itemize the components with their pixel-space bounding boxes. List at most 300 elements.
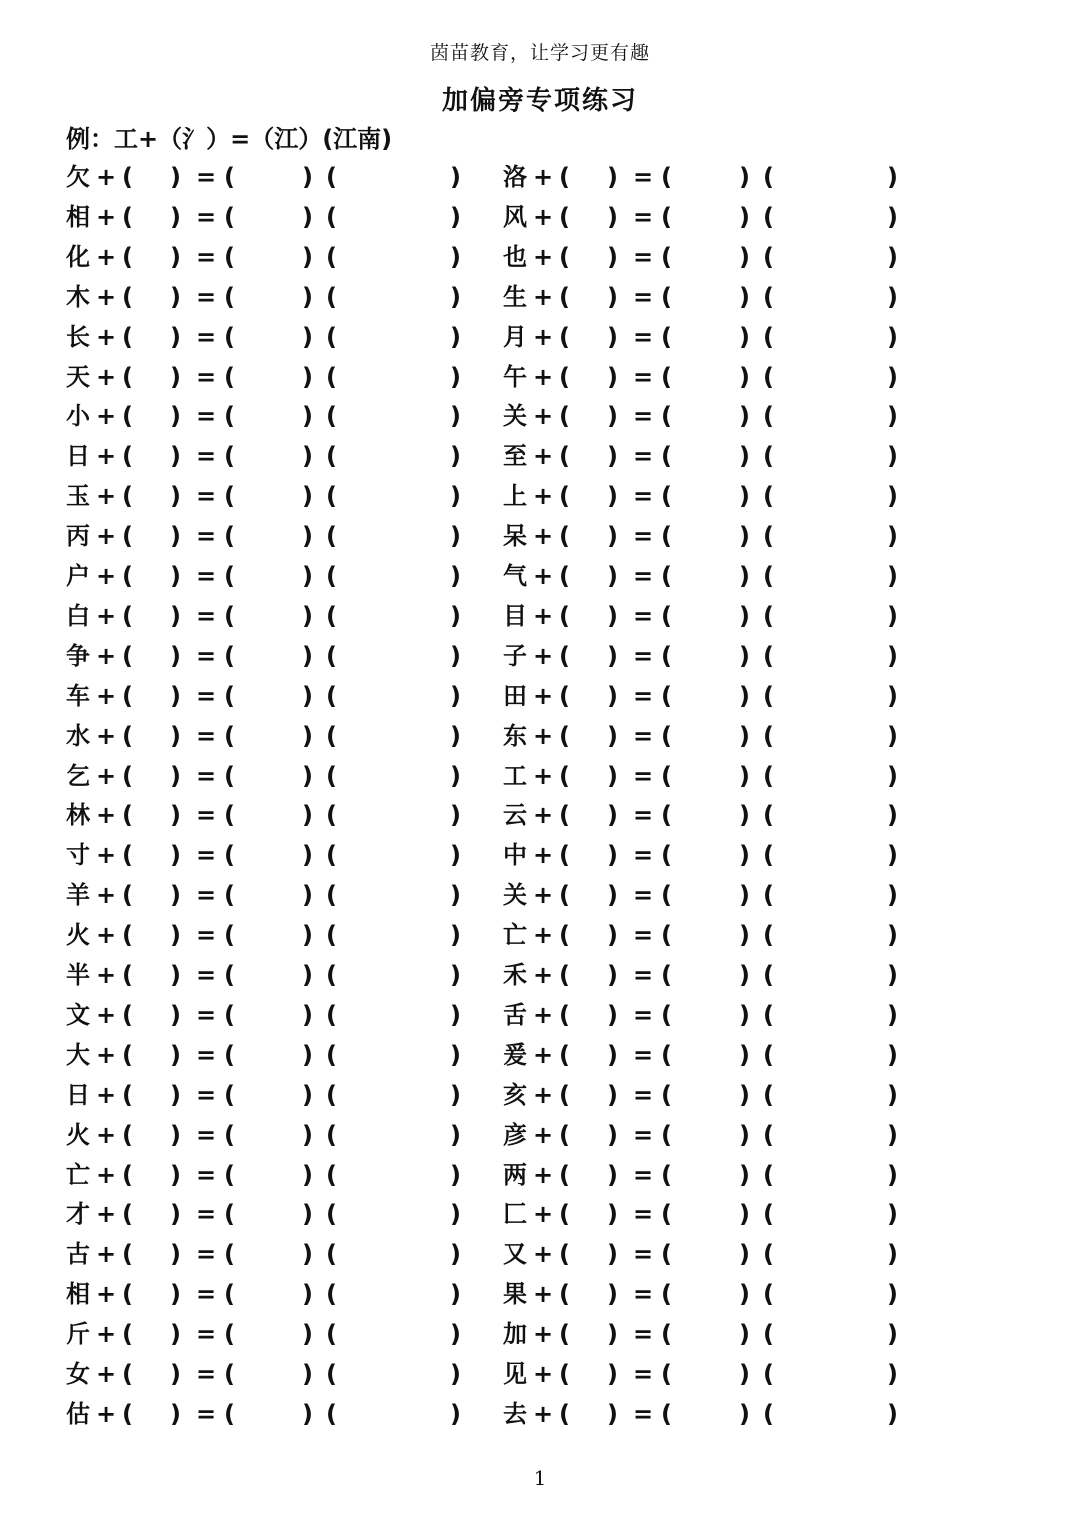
blank1-right: )	[607, 921, 618, 950]
base-character: 日	[66, 442, 90, 471]
base-character: 匚	[503, 1200, 527, 1229]
base-character: 也	[503, 242, 527, 271]
blank3-left: (	[763, 881, 774, 910]
blank2-right: )	[739, 721, 750, 750]
blank1-right: )	[170, 721, 181, 750]
base-character: 长	[66, 322, 90, 351]
blank2-left: (	[224, 402, 235, 431]
base-character: 估	[66, 1399, 90, 1428]
blank2-left: (	[661, 282, 672, 311]
base-character: 舌	[503, 1000, 527, 1029]
blank2-right: )	[302, 761, 313, 790]
blank2-right: )	[302, 721, 313, 750]
equals-sign: =	[196, 921, 217, 950]
blank3-right: )	[450, 1280, 461, 1309]
blank1-left: (	[559, 761, 570, 790]
blank3-right: )	[887, 282, 898, 311]
blank3-left: (	[763, 961, 774, 989]
plus-sign: +	[96, 442, 117, 471]
plus-sign: +	[533, 402, 554, 431]
blank1-left: (	[559, 841, 570, 870]
blank2-left: (	[661, 1160, 672, 1189]
blank3-left: (	[763, 1320, 774, 1349]
blank3-left: (	[763, 1040, 774, 1069]
blank2-right: )	[302, 921, 313, 950]
blank3-left: (	[763, 1200, 774, 1229]
plus-sign: +	[96, 282, 117, 311]
equals-sign: =	[633, 601, 654, 630]
blank1-left: (	[559, 242, 570, 271]
blank2-left: (	[661, 562, 672, 590]
base-character: 彦	[503, 1120, 527, 1149]
equals-sign: =	[196, 841, 217, 870]
exercise-item	[66, 796, 476, 836]
blank1-left: (	[559, 1000, 570, 1029]
equals-sign: =	[196, 202, 217, 231]
blank2-left: (	[224, 721, 235, 750]
base-character: 关	[503, 402, 527, 431]
blank3-right: )	[450, 163, 461, 191]
equals-sign: =	[196, 601, 217, 630]
exercise-item	[503, 1355, 913, 1395]
blank1-left: (	[559, 641, 570, 670]
equals-sign: =	[633, 921, 654, 950]
blank1-right: )	[607, 282, 618, 311]
blank1-right: )	[170, 1160, 181, 1189]
plus-sign: +	[533, 1360, 554, 1388]
blank1-right: )	[607, 841, 618, 870]
exercise-row	[0, 158, 1080, 198]
blank3-right: )	[887, 681, 898, 710]
blank3-right: )	[450, 961, 461, 989]
blank2-right: )	[302, 841, 313, 870]
blank1-right: )	[607, 1200, 618, 1229]
base-character: 亡	[66, 1160, 90, 1189]
blank3-right: )	[887, 1120, 898, 1149]
blank2-left: (	[224, 242, 235, 271]
exercise-row	[0, 1156, 1080, 1196]
exercise-row	[0, 318, 1080, 358]
plus-sign: +	[533, 522, 554, 551]
blank2-right: )	[302, 282, 313, 311]
blank1-right: )	[170, 362, 181, 391]
blank1-right: )	[607, 402, 618, 431]
blank2-right: )	[739, 362, 750, 391]
blank1-left: (	[122, 1160, 133, 1189]
blank1-left: (	[559, 1320, 570, 1349]
blank2-right: )	[739, 202, 750, 231]
blank2-left: (	[661, 881, 672, 910]
blank3-left: (	[326, 841, 337, 870]
plus-sign: +	[96, 322, 117, 351]
base-character: 爰	[503, 1040, 527, 1069]
base-character: 去	[503, 1399, 527, 1428]
equals-sign: =	[196, 1120, 217, 1149]
blank3-right: )	[450, 1000, 461, 1029]
equals-sign: =	[633, 242, 654, 271]
blank3-left: (	[763, 362, 774, 391]
blank1-right: )	[607, 721, 618, 750]
blank2-right: )	[739, 1320, 750, 1349]
blank3-left: (	[326, 1320, 337, 1349]
blank3-right: )	[887, 881, 898, 910]
base-character: 寸	[66, 841, 90, 870]
equals-sign: =	[196, 881, 217, 910]
blank1-left: (	[122, 1080, 133, 1109]
blank1-left: (	[559, 322, 570, 351]
base-character: 见	[503, 1360, 527, 1388]
equals-sign: =	[196, 1200, 217, 1229]
blank2-left: (	[661, 1000, 672, 1029]
exercise-row	[0, 836, 1080, 876]
plus-sign: +	[533, 1240, 554, 1269]
blank3-left: (	[763, 721, 774, 750]
blank1-right: )	[170, 1000, 181, 1029]
blank3-right: )	[887, 841, 898, 870]
equals-sign: =	[633, 522, 654, 551]
plus-sign: +	[96, 402, 117, 431]
exercise-item	[66, 318, 476, 358]
blank2-right: )	[739, 242, 750, 271]
blank2-right: )	[302, 442, 313, 471]
blank3-left: (	[763, 322, 774, 351]
blank2-right: )	[302, 961, 313, 989]
exercise-item	[66, 597, 476, 637]
blank2-left: (	[661, 242, 672, 271]
blank3-right: )	[887, 721, 898, 750]
equals-sign: =	[196, 442, 217, 471]
base-character: 呆	[503, 522, 527, 551]
blank1-left: (	[122, 362, 133, 391]
base-character: 月	[503, 322, 527, 351]
blank1-right: )	[170, 841, 181, 870]
blank3-right: )	[887, 1080, 898, 1109]
blank1-left: (	[122, 1320, 133, 1349]
blank1-left: (	[122, 1120, 133, 1149]
blank2-left: (	[661, 402, 672, 431]
base-character: 相	[66, 1280, 90, 1309]
blank1-right: )	[607, 1360, 618, 1388]
blank2-left: (	[224, 1280, 235, 1309]
exercise-item	[503, 1275, 913, 1315]
blank3-right: )	[887, 402, 898, 431]
blank2-left: (	[661, 322, 672, 351]
blank2-right: )	[302, 482, 313, 511]
blank3-left: (	[326, 1160, 337, 1189]
blank1-left: (	[122, 961, 133, 989]
plus-sign: +	[533, 362, 554, 391]
equals-sign: =	[633, 761, 654, 790]
blank2-left: (	[224, 801, 235, 830]
blank3-left: (	[326, 402, 337, 431]
exercise-row	[0, 757, 1080, 797]
exercise-item	[66, 477, 476, 517]
blank2-left: (	[661, 163, 672, 191]
exercise-row	[0, 1076, 1080, 1116]
equals-sign: =	[633, 482, 654, 511]
blank2-right: )	[739, 1360, 750, 1388]
base-character: 两	[503, 1160, 527, 1189]
blank1-left: (	[559, 1080, 570, 1109]
base-character: 半	[66, 961, 90, 989]
base-character: 禾	[503, 961, 527, 989]
blank1-left: (	[559, 961, 570, 989]
blank1-right: )	[170, 1120, 181, 1149]
plus-sign: +	[96, 362, 117, 391]
equals-sign: =	[633, 282, 654, 311]
example-line: 例：工+（氵）=（江）(江南)	[66, 125, 393, 153]
blank1-left: (	[122, 1399, 133, 1428]
equals-sign: =	[196, 1080, 217, 1109]
blank1-left: (	[122, 282, 133, 311]
blank3-left: (	[326, 322, 337, 351]
blank2-left: (	[224, 681, 235, 710]
blank2-left: (	[661, 1320, 672, 1349]
blank1-right: )	[170, 881, 181, 910]
plus-sign: +	[96, 202, 117, 231]
blank1-right: )	[607, 522, 618, 551]
blank1-left: (	[122, 641, 133, 670]
blank3-left: (	[326, 1360, 337, 1388]
plus-sign: +	[96, 1200, 117, 1229]
blank1-right: )	[170, 442, 181, 471]
exercise-row	[0, 477, 1080, 517]
exercise-item	[503, 1195, 913, 1235]
blank1-right: )	[607, 482, 618, 511]
exercise-item	[503, 397, 913, 437]
blank2-left: (	[661, 921, 672, 950]
plus-sign: +	[96, 681, 117, 710]
blank2-right: )	[739, 641, 750, 670]
blank1-left: (	[122, 841, 133, 870]
blank1-left: (	[122, 402, 133, 431]
blank1-right: )	[170, 1320, 181, 1349]
blank3-left: (	[326, 522, 337, 551]
plus-sign: +	[96, 961, 117, 989]
blank3-right: )	[450, 1240, 461, 1269]
blank2-left: (	[224, 1399, 235, 1428]
blank1-right: )	[607, 442, 618, 471]
blank3-right: )	[887, 1040, 898, 1069]
blank2-right: )	[739, 442, 750, 471]
plus-sign: +	[96, 921, 117, 950]
exercise-row	[0, 397, 1080, 437]
blank1-right: )	[170, 242, 181, 271]
blank1-left: (	[559, 522, 570, 551]
blank3-left: (	[326, 761, 337, 790]
blank3-right: )	[450, 1160, 461, 1189]
equals-sign: =	[196, 402, 217, 431]
blank1-right: )	[607, 362, 618, 391]
blank2-right: )	[302, 881, 313, 910]
plus-sign: +	[96, 881, 117, 910]
base-character: 木	[66, 282, 90, 311]
blank3-left: (	[763, 282, 774, 311]
page-number: 1	[533, 1466, 547, 1490]
blank3-right: )	[450, 562, 461, 590]
equals-sign: =	[196, 961, 217, 989]
exercise-item	[66, 1036, 476, 1076]
blank3-left: (	[763, 921, 774, 950]
blank1-right: )	[170, 921, 181, 950]
blank3-right: )	[450, 1200, 461, 1229]
blank3-right: )	[450, 721, 461, 750]
exercise-item	[66, 757, 476, 797]
blank2-left: (	[224, 1080, 235, 1109]
blank3-right: )	[887, 522, 898, 551]
exercise-item	[66, 876, 476, 916]
base-character: 至	[503, 442, 527, 471]
blank1-left: (	[559, 1200, 570, 1229]
equals-sign: =	[633, 1120, 654, 1149]
blank3-right: )	[450, 242, 461, 271]
blank2-right: )	[739, 1080, 750, 1109]
equals-sign: =	[196, 801, 217, 830]
base-character: 生	[503, 282, 527, 311]
exercise-row	[0, 916, 1080, 956]
exercise-row	[0, 1355, 1080, 1395]
blank3-left: (	[326, 1240, 337, 1269]
blank3-right: )	[887, 801, 898, 830]
blank2-left: (	[224, 202, 235, 231]
blank3-left: (	[326, 1080, 337, 1109]
exercise-item	[66, 397, 476, 437]
blank1-right: )	[607, 1240, 618, 1269]
blank2-left: (	[661, 721, 672, 750]
blank1-left: (	[559, 442, 570, 471]
plus-sign: +	[96, 242, 117, 271]
blank1-right: )	[170, 1080, 181, 1109]
base-character: 中	[503, 841, 527, 870]
blank1-right: )	[170, 1280, 181, 1309]
blank2-right: )	[739, 761, 750, 790]
blank1-right: )	[607, 1399, 618, 1428]
equals-sign: =	[196, 562, 217, 590]
exercise-item	[66, 836, 476, 876]
blank3-right: )	[887, 1000, 898, 1029]
blank3-left: (	[763, 1080, 774, 1109]
plus-sign: +	[533, 1280, 554, 1309]
plus-sign: +	[96, 1040, 117, 1069]
blank2-right: )	[302, 1160, 313, 1189]
exercise-item	[503, 876, 913, 916]
blank1-right: )	[607, 202, 618, 231]
blank2-left: (	[224, 641, 235, 670]
blank1-right: )	[170, 1360, 181, 1388]
blank3-left: (	[763, 163, 774, 191]
blank3-right: )	[450, 322, 461, 351]
blank2-left: (	[661, 801, 672, 830]
exercise-item	[503, 477, 913, 517]
blank1-left: (	[559, 881, 570, 910]
blank1-left: (	[559, 681, 570, 710]
plus-sign: +	[533, 242, 554, 271]
blank1-left: (	[122, 1280, 133, 1309]
blank1-left: (	[559, 921, 570, 950]
blank2-left: (	[224, 961, 235, 989]
blank1-right: )	[170, 961, 181, 989]
blank1-right: )	[607, 1280, 618, 1309]
blank2-left: (	[661, 362, 672, 391]
exercise-item	[66, 677, 476, 717]
blank3-left: (	[326, 1000, 337, 1029]
plus-sign: +	[533, 801, 554, 830]
base-character: 相	[66, 202, 90, 231]
page-title: 加偏旁专项练习	[441, 86, 638, 116]
blank3-right: )	[887, 482, 898, 511]
equals-sign: =	[633, 1399, 654, 1428]
plus-sign: +	[96, 1120, 117, 1149]
equals-sign: =	[633, 1240, 654, 1269]
plus-sign: +	[533, 921, 554, 950]
blank1-left: (	[559, 601, 570, 630]
blank2-right: )	[302, 641, 313, 670]
base-character: 关	[503, 881, 527, 910]
blank2-left: (	[224, 322, 235, 351]
blank1-left: (	[559, 1040, 570, 1069]
blank1-right: )	[170, 282, 181, 311]
blank1-right: )	[170, 1040, 181, 1069]
plus-sign: +	[96, 841, 117, 870]
exercise-item	[503, 1235, 913, 1275]
blank1-right: )	[170, 163, 181, 191]
plus-sign: +	[96, 641, 117, 670]
plus-sign: +	[96, 562, 117, 590]
blank1-right: )	[607, 681, 618, 710]
blank2-left: (	[224, 881, 235, 910]
blank2-left: (	[224, 841, 235, 870]
blank2-right: )	[739, 961, 750, 989]
blank1-left: (	[122, 1200, 133, 1229]
equals-sign: =	[633, 681, 654, 710]
blank2-left: (	[224, 1240, 235, 1269]
blank1-right: )	[607, 1000, 618, 1029]
blank3-right: )	[887, 562, 898, 590]
exercise-item	[66, 198, 476, 238]
blank2-right: )	[739, 681, 750, 710]
exercise-row	[0, 796, 1080, 836]
blank1-left: (	[559, 721, 570, 750]
blank2-left: (	[661, 442, 672, 471]
blank3-left: (	[763, 801, 774, 830]
plus-sign: +	[533, 1320, 554, 1349]
blank2-left: (	[661, 641, 672, 670]
equals-sign: =	[196, 1040, 217, 1069]
base-character: 又	[503, 1240, 527, 1269]
blank3-right: )	[887, 641, 898, 670]
blank2-left: (	[661, 1280, 672, 1309]
blank2-left: (	[224, 362, 235, 391]
blank2-right: )	[302, 1360, 313, 1388]
blank2-left: (	[224, 282, 235, 311]
plus-sign: +	[96, 1399, 117, 1428]
exercise-item	[503, 1395, 913, 1435]
blank1-left: (	[122, 921, 133, 950]
blank2-left: (	[661, 961, 672, 989]
exercise-item	[503, 437, 913, 477]
blank3-left: (	[763, 442, 774, 471]
blank3-right: )	[887, 761, 898, 790]
blank3-left: (	[326, 721, 337, 750]
blank2-right: )	[739, 1160, 750, 1189]
exercise-item	[503, 677, 913, 717]
blank3-right: )	[450, 761, 461, 790]
equals-sign: =	[196, 163, 217, 191]
blank1-left: (	[122, 1360, 133, 1388]
equals-sign: =	[633, 841, 654, 870]
blank3-right: )	[887, 442, 898, 471]
equals-sign: =	[196, 1360, 217, 1388]
